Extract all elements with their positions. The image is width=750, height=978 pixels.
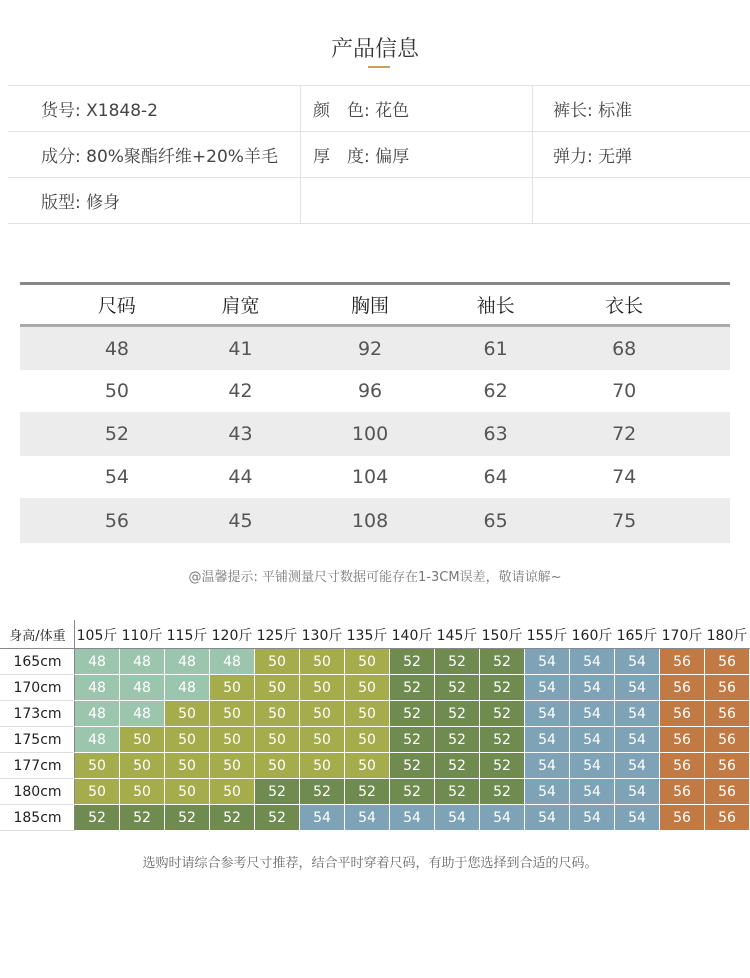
cell-shoulder: 45: [228, 509, 253, 532]
recommended-size-cell: 52: [480, 649, 525, 675]
recommended-size-cell: 54: [435, 805, 480, 831]
recommended-size-cell: 48: [165, 649, 210, 675]
height-label: 185cm: [1, 805, 75, 831]
info-item-empty: [533, 178, 750, 223]
weight-header: 120斤: [210, 621, 255, 649]
recommend-row: [1, 727, 750, 753]
recommended-size-cell: 50: [345, 675, 390, 701]
info-row: [8, 86, 750, 132]
recommended-size-cell: 54: [525, 753, 570, 779]
cell-chest: 92: [357, 337, 383, 360]
recommended-size-cell: 52: [480, 675, 525, 701]
recommended-size-cell: 48: [75, 649, 120, 675]
recommended-size-cell: 54: [525, 779, 570, 805]
recommended-size-cell: 54: [570, 727, 615, 753]
weight-header: 115斤: [165, 621, 210, 649]
info-row: [8, 178, 750, 224]
recommended-size-cell: 50: [210, 779, 255, 805]
weight-header: 165斤: [615, 621, 660, 649]
cell-size: 50: [104, 380, 129, 402]
recommended-size-cell: 52: [390, 649, 435, 675]
header-chest: 胸围: [351, 295, 390, 317]
cell-length: 72: [612, 423, 637, 445]
weight-header: 125斤: [255, 621, 300, 649]
cell-sleeve: 64: [483, 466, 508, 488]
recommended-size-cell: 54: [615, 805, 660, 831]
weight-header: 130斤: [300, 621, 345, 649]
recommended-size-cell: 56: [660, 675, 705, 701]
height-weight-corner: 身高/体重: [1, 621, 75, 649]
size-row: [20, 498, 730, 543]
weight-header: 155斤: [525, 621, 570, 649]
weight-header: 105斤: [75, 621, 120, 649]
recommended-size-cell: 50: [75, 779, 120, 805]
title-underline: [368, 66, 390, 68]
recommended-size-cell: 52: [390, 779, 435, 805]
recommended-size-cell: 56: [705, 779, 750, 805]
recommended-size-cell: 48: [75, 675, 120, 701]
cell-sleeve: 65: [483, 509, 508, 532]
cell-sleeve: 63: [483, 423, 508, 445]
recommended-size-cell: 56: [705, 753, 750, 779]
recommend-row: [1, 779, 750, 805]
height-label: 177cm: [1, 753, 75, 779]
recommended-size-cell: 50: [120, 753, 165, 779]
recommended-size-cell: 52: [435, 779, 480, 805]
size-table: [20, 282, 730, 543]
measurement-tip: @温馨提示: 平铺测量尺寸数据可能存在1-3CM误差，敬请谅解~: [188, 570, 562, 585]
recommended-size-cell: 54: [570, 753, 615, 779]
info-item-empty: [301, 178, 533, 223]
cell-sleeve: 62: [483, 380, 508, 402]
recommended-size-cell: 54: [570, 779, 615, 805]
recommended-size-cell: 56: [660, 649, 705, 675]
cell-shoulder: 42: [228, 380, 253, 402]
recommended-size-cell: 50: [165, 701, 210, 727]
recommended-size-cell: 48: [75, 727, 120, 753]
recommended-size-cell: 52: [435, 753, 480, 779]
weight-header: 150斤: [480, 621, 525, 649]
size-row: [20, 412, 730, 456]
cell-chest: 108: [351, 509, 389, 532]
cell-size: 48: [104, 337, 129, 360]
recommended-size-cell: 56: [705, 727, 750, 753]
height-label: 175cm: [1, 727, 75, 753]
recommended-size-cell: 50: [120, 779, 165, 805]
weight-header: 160斤: [570, 621, 615, 649]
recommended-size-cell: 52: [120, 805, 165, 831]
cell-chest: 96: [357, 380, 383, 402]
recommended-size-cell: 52: [390, 675, 435, 701]
recommended-size-cell: 54: [525, 701, 570, 727]
recommended-size-cell: 54: [570, 649, 615, 675]
recommend-row: [1, 675, 750, 701]
recommended-size-cell: 50: [255, 675, 300, 701]
recommended-size-cell: 50: [165, 727, 210, 753]
recommended-size-cell: 54: [480, 805, 525, 831]
recommend-row: [1, 805, 750, 831]
recommended-size-cell: 52: [255, 805, 300, 831]
recommended-size-cell: 48: [75, 701, 120, 727]
weight-header: 180斤: [705, 621, 750, 649]
recommended-size-cell: 52: [210, 805, 255, 831]
cell-sleeve: 61: [483, 337, 508, 360]
recommended-size-cell: 54: [390, 805, 435, 831]
recommended-size-cell: 56: [660, 727, 705, 753]
recommended-size-cell: 52: [435, 701, 480, 727]
recommended-size-cell: 50: [300, 649, 345, 675]
recommended-size-cell: 56: [705, 805, 750, 831]
cell-shoulder: 41: [228, 337, 253, 360]
info-item-thickness: 厚 度: 偏厚: [301, 132, 533, 177]
cell-shoulder: 43: [228, 423, 253, 445]
recommended-size-cell: 54: [300, 805, 345, 831]
header-length: 衣长: [605, 295, 644, 317]
cell-length: 74: [612, 466, 637, 488]
weight-header: 170斤: [660, 621, 705, 649]
height-label: 180cm: [1, 779, 75, 805]
recommended-size-cell: 50: [75, 753, 120, 779]
info-item-code: 货号: X1848-2: [8, 86, 301, 131]
recommended-size-cell: 52: [390, 753, 435, 779]
recommended-size-cell: 50: [255, 727, 300, 753]
recommended-size-cell: 50: [300, 701, 345, 727]
recommended-size-cell: 52: [480, 727, 525, 753]
bottom-note: 选购时请综合参考尺寸推荐，结合平时穿着尺码，有助于您选择到合适的尺码。: [142, 856, 598, 871]
recommended-size-cell: 52: [75, 805, 120, 831]
recommended-size-cell: 50: [345, 753, 390, 779]
recommended-size-cell: 52: [480, 753, 525, 779]
height-label: 170cm: [1, 675, 75, 701]
recommended-size-cell: 52: [345, 779, 390, 805]
size-table-header: [20, 285, 730, 327]
page-title: 产品信息: [330, 37, 419, 62]
cell-length: 75: [612, 509, 637, 532]
recommended-size-cell: 56: [660, 753, 705, 779]
recommend-row: [1, 753, 750, 779]
header-shoulder: 肩宽: [221, 295, 260, 317]
recommended-size-cell: 48: [165, 675, 210, 701]
recommended-size-cell: 54: [570, 701, 615, 727]
recommended-size-cell: 50: [255, 701, 300, 727]
weight-header: 110斤: [120, 621, 165, 649]
header-size: 尺码: [97, 295, 136, 317]
recommended-size-cell: 50: [345, 649, 390, 675]
recommended-size-cell: 50: [120, 727, 165, 753]
cell-chest: 100: [351, 423, 389, 445]
recommend-body: [1, 649, 750, 831]
recommended-size-cell: 48: [120, 675, 165, 701]
header-sleeve: 袖长: [476, 295, 515, 317]
recommended-size-cell: 50: [210, 753, 255, 779]
recommended-size-cell: 54: [525, 649, 570, 675]
recommended-size-cell: 54: [615, 779, 660, 805]
weight-header: 140斤: [390, 621, 435, 649]
recommended-size-cell: 54: [615, 649, 660, 675]
recommend-row: [1, 701, 750, 727]
recommend-row: [1, 649, 750, 675]
recommended-size-cell: 52: [480, 779, 525, 805]
recommended-size-cell: 50: [345, 701, 390, 727]
info-item-fit: 版型: 修身: [8, 178, 301, 223]
recommended-size-cell: 52: [435, 675, 480, 701]
cell-shoulder: 44: [228, 466, 253, 488]
recommended-size-cell: 56: [660, 779, 705, 805]
recommended-size-cell: 56: [660, 701, 705, 727]
recommended-size-cell: 54: [345, 805, 390, 831]
size-row: [20, 327, 730, 370]
weight-header: 145斤: [435, 621, 480, 649]
recommended-size-cell: 54: [615, 753, 660, 779]
recommended-size-cell: 50: [300, 753, 345, 779]
cell-size: 54: [104, 466, 129, 488]
recommended-size-cell: 48: [120, 649, 165, 675]
size-table-body: [20, 327, 730, 543]
recommended-size-cell: 54: [615, 701, 660, 727]
size-row: [20, 370, 730, 412]
recommended-size-cell: 50: [210, 675, 255, 701]
recommend-header-row: [1, 621, 750, 649]
recommended-size-cell: 50: [165, 779, 210, 805]
recommended-size-cell: 56: [705, 675, 750, 701]
height-label: 173cm: [1, 701, 75, 727]
recommended-size-cell: 52: [300, 779, 345, 805]
cell-size: 56: [104, 509, 129, 532]
recommended-size-cell: 52: [480, 701, 525, 727]
recommended-size-cell: 56: [660, 805, 705, 831]
weight-header: 135斤: [345, 621, 390, 649]
recommended-size-cell: 54: [525, 675, 570, 701]
recommended-size-cell: 50: [255, 753, 300, 779]
height-label: 165cm: [1, 649, 75, 675]
recommended-size-cell: 52: [390, 701, 435, 727]
recommended-size-cell: 54: [570, 805, 615, 831]
cell-chest: 104: [351, 466, 389, 488]
recommended-size-cell: 52: [435, 727, 480, 753]
recommended-size-cell: 50: [210, 727, 255, 753]
recommended-size-cell: 50: [300, 727, 345, 753]
recommended-size-cell: 54: [615, 675, 660, 701]
info-row: [8, 132, 750, 178]
recommended-size-cell: 52: [165, 805, 210, 831]
recommended-size-cell: 50: [345, 727, 390, 753]
recommended-size-cell: 50: [210, 701, 255, 727]
recommended-size-cell: 48: [210, 649, 255, 675]
size-row: [20, 456, 730, 498]
recommended-size-cell: 54: [615, 727, 660, 753]
recommended-size-cell: 48: [120, 701, 165, 727]
info-item-length: 裤长: 标准: [553, 101, 633, 121]
recommended-size-cell: 52: [435, 649, 480, 675]
cell-length: 70: [612, 380, 637, 402]
recommended-size-cell: 52: [255, 779, 300, 805]
info-item-material: 成分: 80%聚酯纤维+20%羊毛: [8, 132, 301, 177]
recommended-size-cell: 52: [390, 727, 435, 753]
recommended-size-cell: 56: [705, 701, 750, 727]
recommended-size-cell: 56: [705, 649, 750, 675]
info-item-elasticity: 弹力: 无弹: [553, 147, 633, 167]
recommended-size-cell: 50: [165, 753, 210, 779]
recommended-size-cell: 50: [300, 675, 345, 701]
recommended-size-cell: 50: [255, 649, 300, 675]
size-recommend-grid: [0, 620, 750, 831]
info-item-color: 颜 色: 花色: [301, 86, 533, 131]
recommended-size-cell: 54: [525, 727, 570, 753]
recommended-size-cell: 54: [525, 805, 570, 831]
recommended-size-cell: 54: [570, 675, 615, 701]
cell-length: 68: [612, 337, 637, 360]
product-info-table: [8, 85, 750, 224]
cell-size: 52: [104, 423, 129, 445]
